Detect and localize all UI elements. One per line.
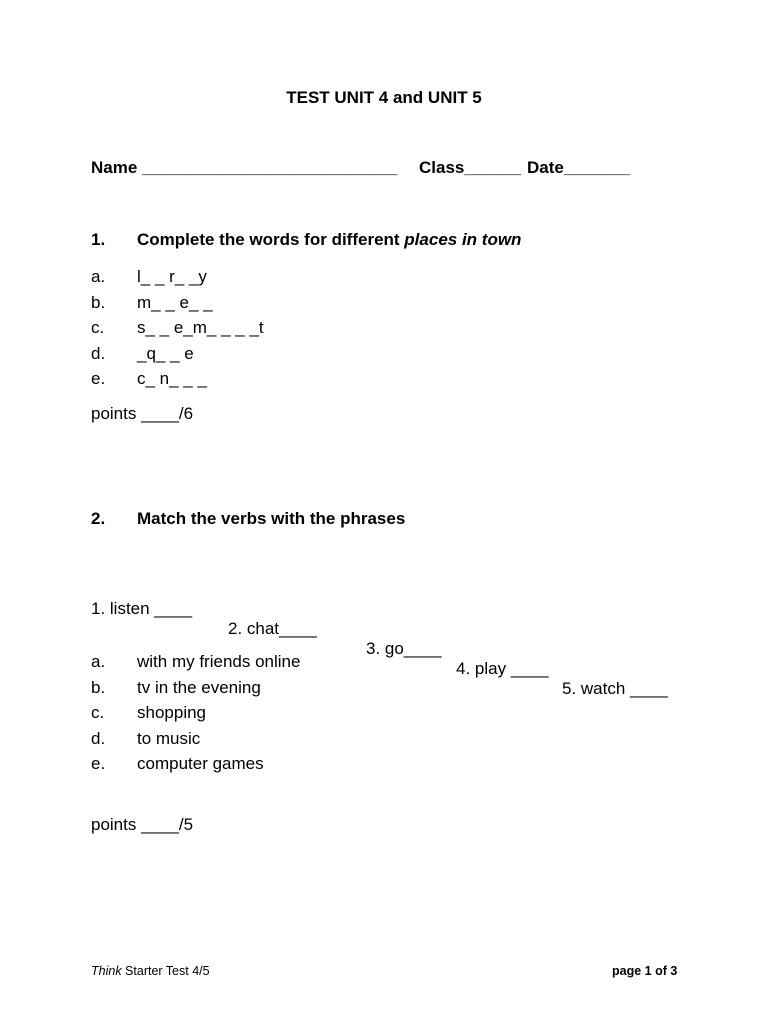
class-field: Class______ [419,158,522,177]
section2-number: 2. [91,509,106,528]
footer-brand: Think [91,964,122,978]
section2-points: points ____/5 [91,815,194,834]
verb-item: 1. listen ____ [91,599,193,618]
section2-instruction: Match the verbs with the phrases [137,509,406,528]
date-field: Date_______ [527,158,631,177]
section1-points: points ____/6 [91,404,194,423]
verb-item: 5. watch ____ [562,679,668,698]
verb-item: 2. chat____ [228,619,317,638]
verb-item: 3. go____ [366,639,442,658]
verb-item: 4. play ____ [456,659,549,678]
footer-left: Think Starter Test 4/5 [91,964,210,978]
page-title: TEST UNIT 4 and UNIT 5 [286,88,482,107]
section1-instruction: Complete the words for different places in town [137,230,522,249]
name-field: Name ___________________________ [91,158,398,177]
section1-instruction-italic: places in town [404,230,522,249]
section1-number: 1. [91,230,106,249]
page-number: page 1 of 3 [612,964,678,978]
verb-row [0,579,768,699]
